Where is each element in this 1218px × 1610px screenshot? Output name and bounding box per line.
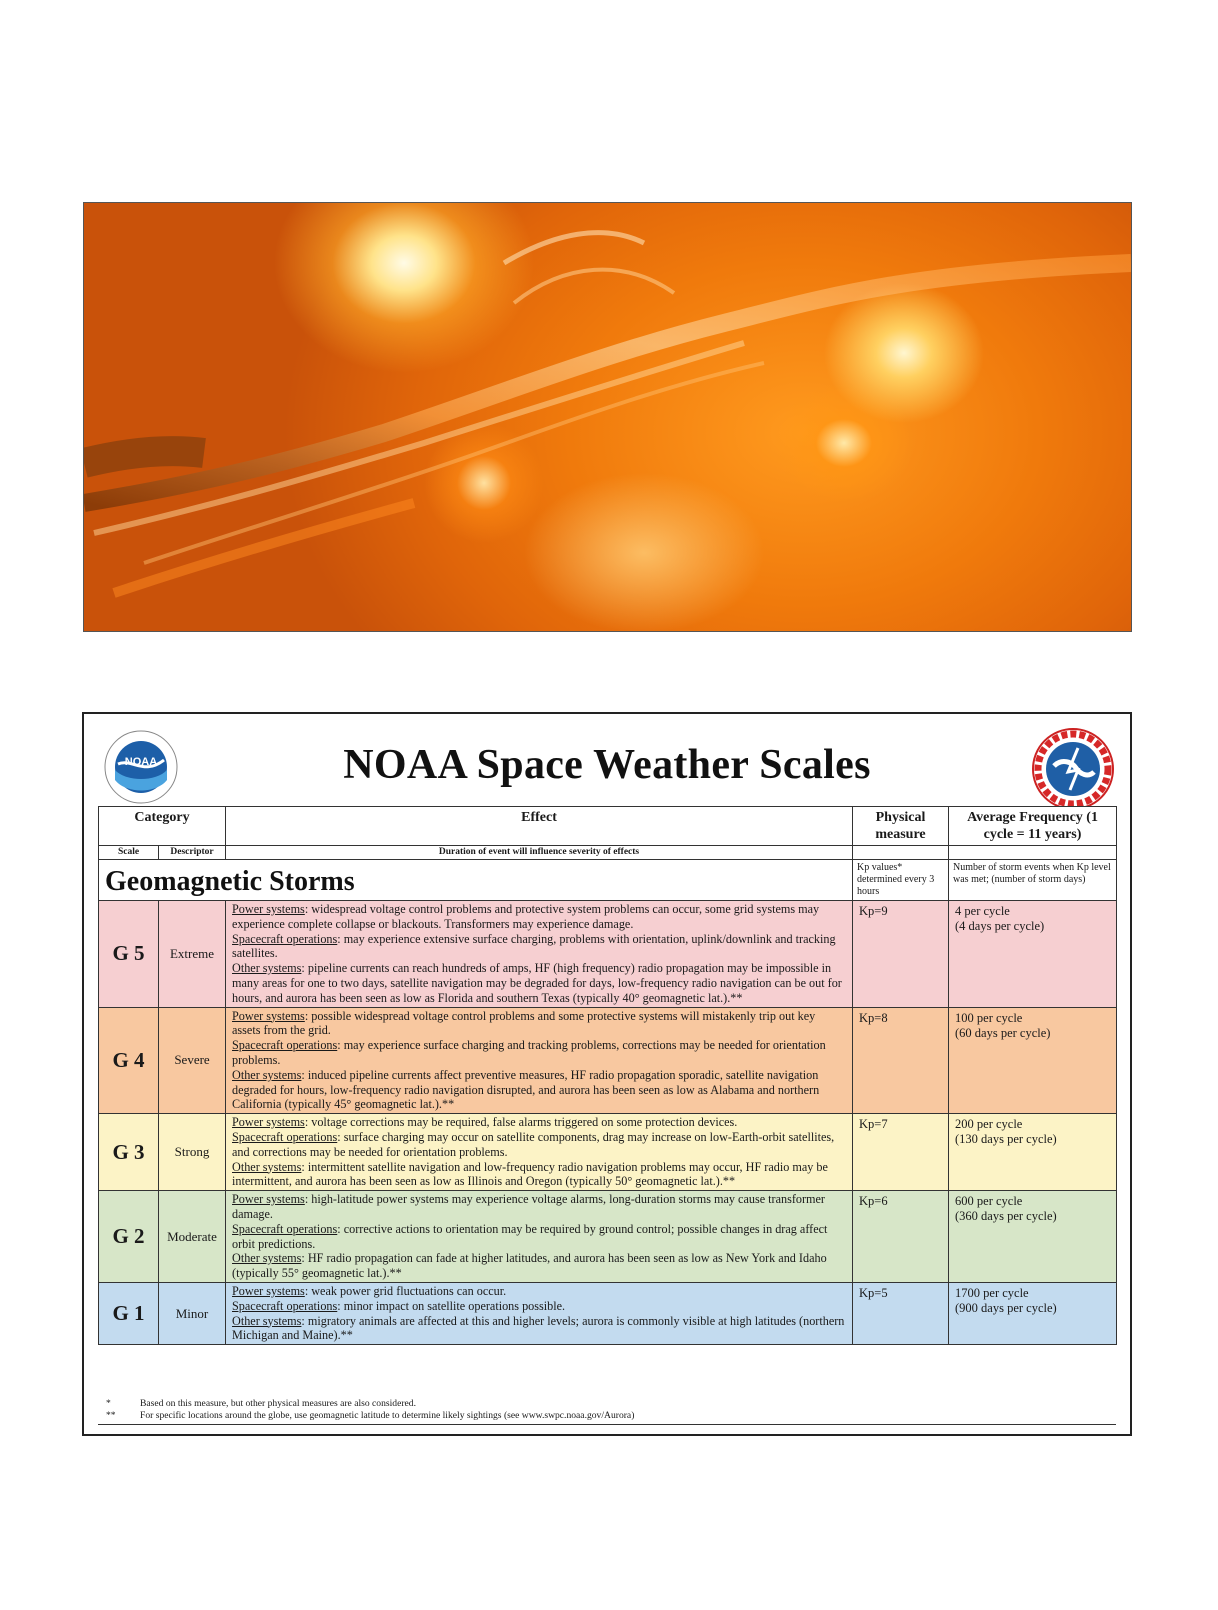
effect-item — [232, 1160, 846, 1190]
frequency-days: (130 days per cycle) — [955, 1132, 1057, 1147]
section-row — [99, 860, 1117, 901]
frequency-days: (60 days per cycle) — [955, 1025, 1051, 1040]
header-physical: Physical measure — [853, 807, 949, 846]
effect-cell — [226, 1114, 853, 1191]
scale-level: G 5 — [99, 901, 159, 1008]
footnote-text: Based on this measure, but other physical measures are also considered. — [140, 1398, 417, 1409]
table-subheader-row — [99, 846, 1117, 860]
effect-item — [232, 1284, 846, 1299]
effect-text: : may experience surface charging and tracking problems, corrections may be needed for orientation problems. — [232, 1038, 826, 1067]
effect-text: : corrective actions to orientation may be required by ground control; possible changes in drag affect orbit predictions. — [232, 1221, 828, 1251]
effect-text: : widespread voltage control problems and protective system problems can occur, some grid systems may experience complete collapse or blackouts. Transformers may experience damage. — [232, 902, 820, 931]
scale-descriptor: Severe — [159, 1007, 226, 1114]
effect-label: Power systems — [232, 1008, 305, 1023]
effect-cell — [226, 1282, 853, 1344]
physical-measure: Kp=9 — [853, 901, 949, 1008]
subheader-scale: Scale — [99, 846, 159, 860]
header-frequency: Average Frequency (1 cycle = 11 years) — [949, 807, 1117, 846]
effect-label: Other systems — [232, 1159, 302, 1174]
effect-text: : minor impact on satellite operations possible. — [337, 1298, 566, 1313]
noaa-logo-text: NOAA — [124, 756, 158, 768]
average-frequency — [949, 1282, 1117, 1344]
scale-descriptor: Minor — [159, 1282, 226, 1344]
scale-level: G 1 — [99, 1282, 159, 1344]
effect-item — [232, 1130, 846, 1160]
effect-item — [232, 902, 846, 932]
effect-text: : induced pipeline currents affect preventive measures, HF radio propagation sporadic, satellite navigation degraded for hours, low-frequency radio navigation disrupted, and aurora has been seen as low as Alabama and northern California (typically 45° geomagnetic lat.).** — [232, 1067, 820, 1112]
solar-filament-graphic — [84, 203, 1131, 631]
table-row — [99, 1114, 1117, 1191]
effect-text: : migratory animals are affected at this and higher levels; aurora is commonly visible at high latitudes (northern Michigan and Maine).** — [232, 1313, 845, 1343]
effect-label: Other systems — [232, 961, 302, 976]
effect-label: Other systems — [232, 1313, 302, 1328]
effect-cell — [226, 1191, 853, 1283]
effect-text: : possible widespread voltage control problems and some protective systems will mistakenly trip out key assets from the grid. — [232, 1008, 816, 1038]
effect-cell — [226, 901, 853, 1008]
effect-text: : voltage corrections may be required, false alarms triggered on some protection devices. — [304, 1115, 738, 1130]
physical-measure: Kp=6 — [853, 1191, 949, 1283]
solar-flare-image — [83, 202, 1132, 632]
subheader-duration: Duration of event will influence severity of effects — [226, 846, 853, 860]
frequency-note: Number of storm events when Kp level was met; (number of storm days) — [949, 860, 1117, 901]
effect-item — [232, 1009, 846, 1039]
effect-label: Spacecraft operations — [232, 1129, 338, 1144]
footnotes — [98, 1398, 1116, 1425]
frequency-days: (900 days per cycle) — [955, 1300, 1057, 1315]
scale-descriptor: Extreme — [159, 901, 226, 1008]
effect-item — [232, 1068, 846, 1112]
physical-measure: Kp=8 — [853, 1007, 949, 1114]
space-weather-scales-chart — [82, 712, 1132, 1436]
footnote — [98, 1410, 1116, 1422]
effect-label: Spacecraft operations — [232, 1221, 338, 1236]
footnote-mark: * — [106, 1398, 111, 1409]
effect-label: Power systems — [232, 1283, 305, 1298]
effect-item — [232, 1222, 846, 1252]
effect-label: Power systems — [232, 902, 305, 916]
footnote-text: For specific locations around the globe, use geomagnetic latitude to determine likely sightings (see www.swpc.noaa.gov/Aurora) — [140, 1410, 635, 1421]
effect-text: : HF radio propagation can fade at higher latitudes, and aurora has been seen as low as New York and Idaho (typically 55° geomagnetic lat.).** — [232, 1251, 827, 1281]
scales-table-wrapper — [98, 806, 1116, 1345]
header-category: Category — [99, 807, 226, 846]
table-row — [99, 1007, 1117, 1114]
effect-label: Other systems — [232, 1251, 302, 1266]
scale-level: G 2 — [99, 1191, 159, 1283]
physical-measure-note: Kp values* determined every 3 hours — [853, 860, 949, 901]
effect-text: : intermittent satellite navigation and low-frequency radio navigation problems may occur, HF radio may be intermittent, and aurora has been seen as low as Illinois and Oregon (typically 50° geomagnetic lat.).** — [232, 1159, 828, 1189]
subheader-descriptor: Descriptor — [159, 846, 226, 860]
effect-label: Spacecraft operations — [232, 1038, 338, 1053]
effect-item — [232, 1038, 846, 1068]
effect-item — [232, 1299, 846, 1314]
frequency-events: 100 per cycle — [955, 1010, 1023, 1025]
effect-item — [232, 1251, 846, 1281]
effect-item — [232, 961, 846, 1005]
table-header-row — [99, 807, 1117, 846]
average-frequency — [949, 1007, 1117, 1114]
scales-title: NOAA Space Weather Scales — [343, 742, 871, 788]
table-row — [99, 901, 1117, 1008]
footnote-mark: ** — [106, 1410, 116, 1421]
frequency-events: 4 per cycle — [955, 904, 1010, 918]
frequency-events: 600 per cycle — [955, 1194, 1023, 1209]
frequency-days: (360 days per cycle) — [955, 1209, 1057, 1224]
footnote — [98, 1398, 1116, 1410]
physical-measure: Kp=7 — [853, 1114, 949, 1191]
effect-text: : may experience extensive surface charging, problems with orientation, uplink/downlink and tracking satellites. — [232, 931, 836, 961]
geomagnetic-scale-table — [98, 806, 1117, 1345]
physical-measure: Kp=5 — [853, 1282, 949, 1344]
effect-text: : surface charging may occur on satellite components, drag may increase on low-Earth-orbit satellites, and corrections may be needed for orientation problems. — [232, 1129, 835, 1159]
frequency-events: 1700 per cycle — [955, 1285, 1029, 1300]
scale-level: G 3 — [99, 1114, 159, 1191]
average-frequency — [949, 901, 1117, 1008]
frequency-days: (4 days per cycle) — [955, 919, 1045, 933]
section-title: Geomagnetic Storms — [99, 860, 853, 901]
effect-item — [232, 1115, 846, 1130]
table-row — [99, 1282, 1117, 1344]
effect-label: Power systems — [232, 1115, 305, 1130]
header-effect: Effect — [226, 807, 853, 846]
subheader-physical-blank — [853, 846, 949, 860]
effect-text: : pipeline currents can reach hundreds of amps, HF (high frequency) radio propagation may be impossible in many areas for one to two days, satellite navigation may be degraded for days, low-frequency radio navigation can be out for hours, and aurora has been seen as low as Florida and southern Texas (typically 40° geomagnetic lat.).** — [232, 961, 842, 1005]
scale-descriptor: Moderate — [159, 1191, 226, 1283]
subheader-frequency-blank — [949, 846, 1117, 860]
effect-label: Power systems — [232, 1192, 305, 1207]
effect-item — [232, 1314, 846, 1344]
effect-item — [232, 932, 846, 962]
effect-label: Other systems — [232, 1067, 302, 1082]
scale-level: G 4 — [99, 1007, 159, 1114]
effect-text: : weak power grid fluctuations can occur. — [304, 1283, 507, 1298]
effect-label: Spacecraft operations — [232, 1298, 338, 1313]
scale-descriptor: Strong — [159, 1114, 226, 1191]
effect-cell — [226, 1007, 853, 1114]
table-row — [99, 1191, 1117, 1283]
average-frequency — [949, 1191, 1117, 1283]
effect-label: Spacecraft operations — [232, 931, 338, 946]
effect-text: : high-latitude power systems may experience voltage alarms, long-duration storms may cause transformer damage. — [232, 1192, 825, 1221]
frequency-events: 200 per cycle — [955, 1117, 1023, 1132]
effect-item — [232, 1192, 846, 1222]
average-frequency — [949, 1114, 1117, 1191]
